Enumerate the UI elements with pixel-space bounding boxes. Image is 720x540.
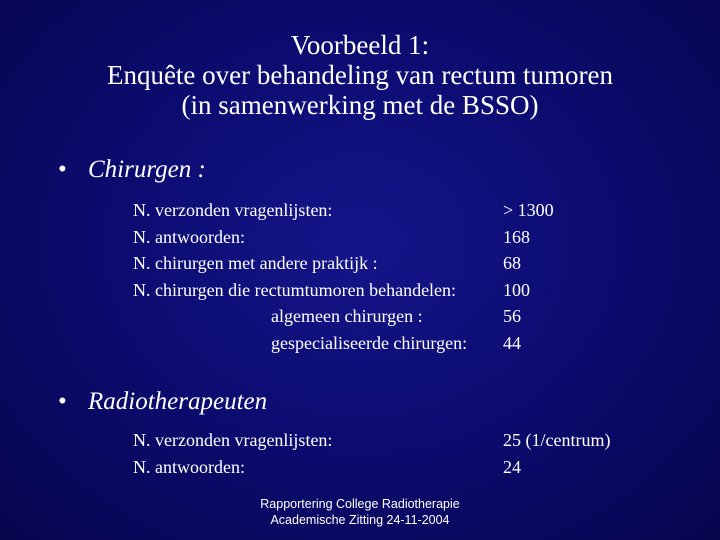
bullet-dot: • <box>58 156 67 183</box>
footer-line-1: Rapportering College Radiotherapie <box>260 497 460 511</box>
footer-line-2: Academische Zitting 24-11-2004 <box>270 513 450 527</box>
slide-title <box>0 30 720 120</box>
row-value: 25 (1/centrum) <box>503 430 611 450</box>
row-value: 168 <box>503 226 530 247</box>
row-value: 24 <box>503 456 521 477</box>
row-label: N. verzonden vragenlijsten: <box>133 430 333 450</box>
row-label: gespecialiseerde chirurgen: <box>271 332 468 353</box>
row-value: 68 <box>503 253 521 273</box>
row-label: N. chirurgen met andere praktijk : <box>133 253 378 273</box>
row-value: 44 <box>503 332 521 353</box>
row-label: N. chirurgen die rectumtumoren behandelen: <box>133 279 457 300</box>
row-label: algemeen chirurgen : <box>271 306 423 326</box>
bullet-radiotherapeuten <box>58 388 267 416</box>
row-label: N. antwoorden: <box>133 456 245 477</box>
slide-footer <box>0 496 720 528</box>
section-heading-chirurgen: Chirurgen : <box>88 156 206 183</box>
title-line-2: Enquête over behandeling van rectum tumoren <box>106 60 614 90</box>
row-value: 56 <box>503 306 521 326</box>
title-line-3: (in samenwerking met de BSSO) <box>181 90 539 120</box>
title-line-1: Voorbeeld 1: <box>290 30 430 60</box>
section-heading-radiotherapeuten: Radiotherapeuten <box>88 388 268 415</box>
row-label: N. antwoorden: <box>133 226 245 247</box>
row-value: > 1300 <box>503 200 554 220</box>
bullet-chirurgen <box>58 156 206 184</box>
row-label: N. verzonden vragenlijsten: <box>133 200 333 220</box>
bullet-dot: • <box>58 388 67 415</box>
row-value: 100 <box>503 279 530 300</box>
